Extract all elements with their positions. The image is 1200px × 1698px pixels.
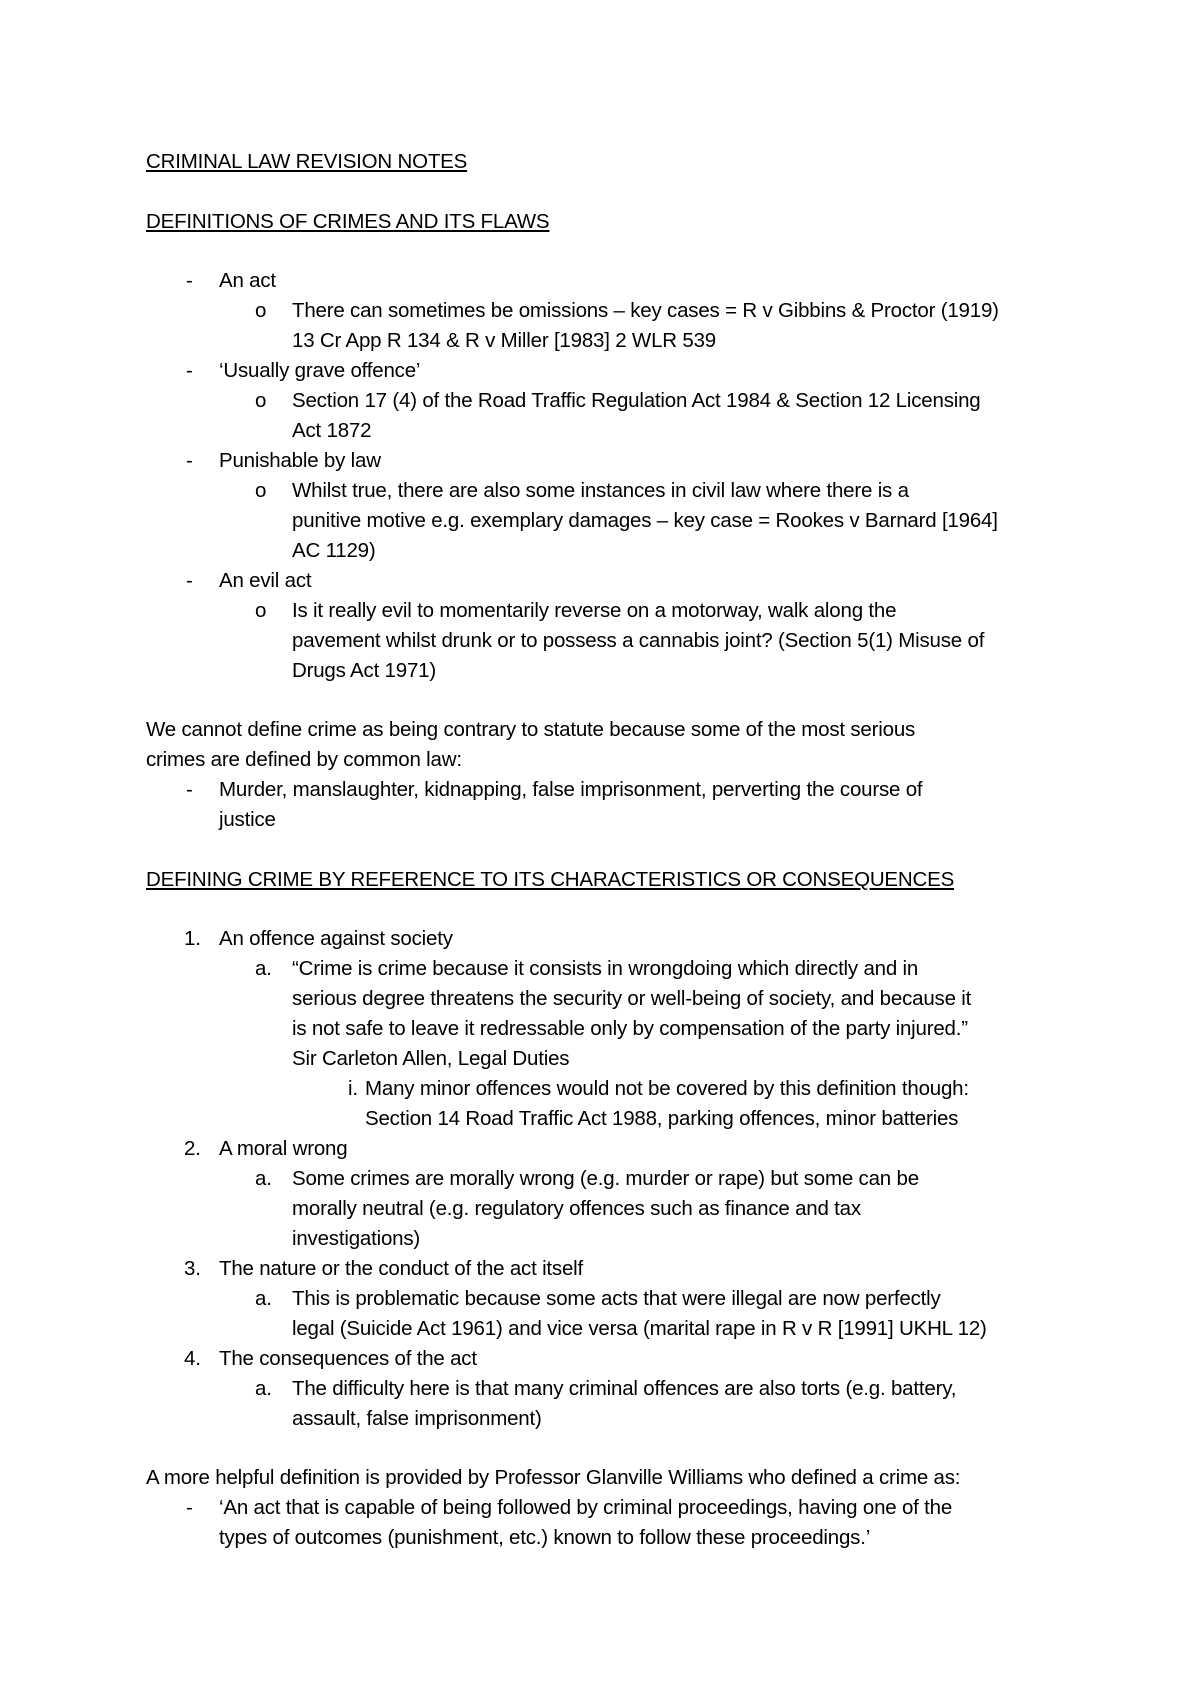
list-item-label: Punishable by law — [219, 449, 381, 472]
list-item-label: An offence against society — [219, 927, 453, 950]
list-item-text: There can sometimes be omissions – key cases = R v Gibbins & Proctor (1919) — [292, 299, 999, 322]
circle-marker: o — [255, 479, 267, 502]
list-item-text: Some crimes are morally wrong (e.g. murder or rape) but some can be — [292, 1167, 919, 1190]
roman-marker: i. — [348, 1077, 358, 1100]
dash-marker: - — [186, 449, 193, 472]
dash-marker: - — [186, 778, 193, 801]
list-item-text: Is it really evil to momentarily reverse on a motorway, walk along the — [292, 599, 897, 622]
list-item-label: An act — [219, 269, 276, 292]
letter-marker: a. — [255, 1167, 272, 1190]
circle-marker: o — [255, 299, 267, 322]
list-item-text: Many minor offences would not be covered by this definition though: — [365, 1077, 969, 1100]
dash-marker: - — [186, 269, 193, 292]
list-item-label: A moral wrong — [219, 1137, 348, 1160]
list-item-text: investigations) — [292, 1227, 421, 1250]
list-item-text: Whilst true, there are also some instances in civil law where there is a — [292, 479, 909, 502]
list-item-text: Sir Carleton Allen, Legal Duties — [292, 1047, 570, 1070]
number-marker: 1. — [184, 927, 201, 950]
letter-marker: a. — [255, 1287, 272, 1310]
circle-marker: o — [255, 599, 267, 622]
list-item-text: This is problematic because some acts that were illegal are now perfectly — [292, 1287, 941, 1310]
list-item-label: An evil act — [219, 569, 312, 592]
list-item-text: ‘An act that is capable of being followed by criminal proceedings, having one of the — [219, 1496, 953, 1519]
number-marker: 2. — [184, 1137, 201, 1160]
list-item-text: The difficulty here is that many criminal offences are also torts (e.g. battery, — [292, 1377, 957, 1400]
list-item-text: Section 14 Road Traffic Act 1988, parking offences, minor batteries — [365, 1107, 959, 1130]
number-marker: 3. — [184, 1257, 201, 1280]
dash-marker: - — [186, 359, 193, 382]
list-item-text: is not safe to leave it redressable only by compensation of the party injured.” — [292, 1017, 968, 1040]
list-item-text: serious degree threatens the security or well-being of society, and because it — [292, 987, 972, 1010]
list-item-text: “Crime is crime because it consists in wrongdoing which directly and in — [292, 957, 919, 980]
section-heading-definitions: DEFINITIONS OF CRIMES AND ITS FLAWS — [146, 210, 550, 233]
dash-marker: - — [186, 569, 193, 592]
list-item-text: morally neutral (e.g. regulatory offences such as finance and tax — [292, 1197, 861, 1220]
list-item-text: punitive motive e.g. exemplary damages – key case = Rookes v Barnard [1964] — [292, 509, 998, 532]
list-item-text: Drugs Act 1971) — [292, 659, 436, 682]
paragraph-line: We cannot define crime as being contrary to statute because some of the most serious — [146, 718, 916, 741]
list-item-text: legal (Suicide Act 1961) and vice versa (marital rape in R v R [1991] UKHL 12) — [292, 1317, 987, 1340]
document-title: CRIMINAL LAW REVISION NOTES — [146, 150, 468, 173]
number-marker: 4. — [184, 1347, 201, 1370]
list-item-text: justice — [219, 808, 276, 831]
list-item-text: pavement whilst drunk or to possess a cannabis joint? (Section 5(1) Misuse of — [292, 629, 985, 652]
list-item-text: Section 17 (4) of the Road Traffic Regulation Act 1984 & Section 12 Licensing — [292, 389, 981, 412]
list-item-label: ‘Usually grave offence’ — [219, 359, 421, 382]
list-item-text: Murder, manslaughter, kidnapping, false imprisonment, perverting the course of — [219, 778, 923, 801]
letter-marker: a. — [255, 957, 272, 980]
list-item-label: The consequences of the act — [219, 1347, 477, 1370]
list-item-label: The nature or the conduct of the act itself — [219, 1257, 584, 1280]
list-item-text: Act 1872 — [292, 419, 372, 442]
list-item-text: 13 Cr App R 134 & R v Miller [1983] 2 WLR 539 — [292, 329, 716, 352]
dash-marker: - — [186, 1496, 193, 1519]
letter-marker: a. — [255, 1377, 272, 1400]
paragraph-line: A more helpful definition is provided by Professor Glanville Williams who defined a crime as: — [146, 1466, 961, 1489]
list-item-text: assault, false imprisonment) — [292, 1407, 542, 1430]
list-item-text: types of outcomes (punishment, etc.) known to follow these proceedings.’ — [219, 1526, 871, 1549]
circle-marker: o — [255, 389, 267, 412]
list-item-text: AC 1129) — [292, 539, 376, 562]
section-heading-characteristics: DEFINING CRIME BY REFERENCE TO ITS CHARACTERISTICS OR CONSEQUENCES — [146, 868, 955, 891]
paragraph-line: crimes are defined by common law: — [146, 748, 462, 771]
